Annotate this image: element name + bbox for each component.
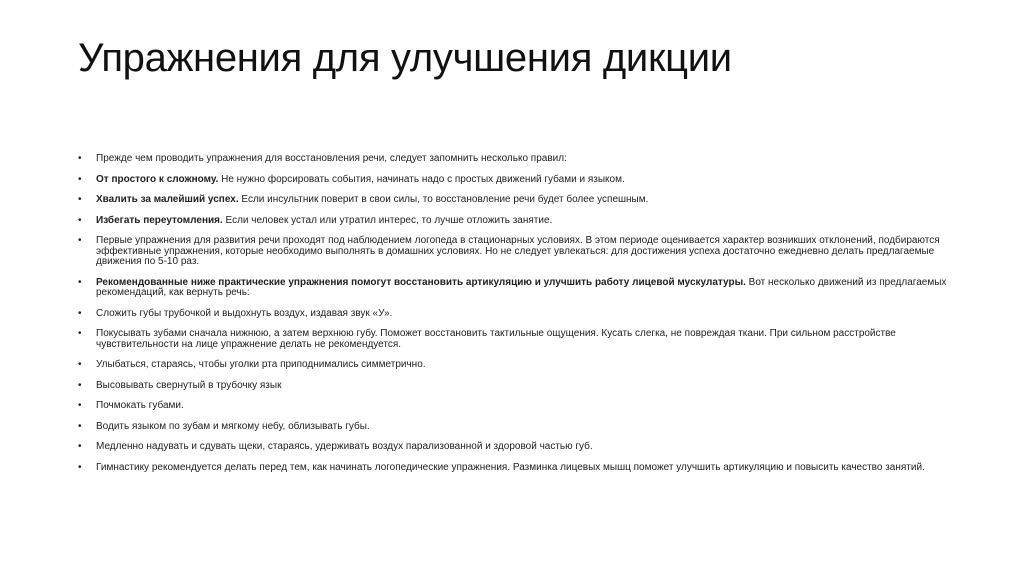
item-text: Высовывать свернутый в трубочку язык bbox=[96, 379, 282, 391]
bullet-icon: • bbox=[78, 400, 82, 411]
item-bold-text: Рекомендованные ниже практические упражнения помогут восстановить артикуляцию и улучшить работу лицевой мускулатуры. bbox=[96, 276, 746, 288]
slide-title: Упражнения для улучшения дикции bbox=[78, 36, 732, 80]
list-item bbox=[78, 401, 948, 412]
bullet-icon: • bbox=[78, 359, 82, 370]
item-text: Первые упражнения для развития речи проходят под наблюдением логопеда в стационарных условиях. В этом периоде оценивается характер возникших отклонений, подбираются эффективные упражнения, которые необходимо выполнять в домашних условиях. Но не следует увлекаться: для достижения успеха достаточно ежедневно делать предлагаемые движения по 5-10 раз. bbox=[96, 235, 940, 267]
list-item bbox=[78, 329, 948, 350]
bullet-icon: • bbox=[78, 307, 82, 319]
list-item bbox=[78, 195, 948, 206]
bullet-icon: • bbox=[78, 420, 82, 432]
bullet-icon: • bbox=[78, 276, 82, 288]
item-text: Гимнастику рекомендуется делать перед тем, как начинать логопедические упражнения. Разминка лицевых мышц поможет улучшить артикуляцию и повысить качество занятий. bbox=[96, 461, 925, 473]
item-text: Улыбаться, стараясь, чтобы уголки рта приподнимались симметрично. bbox=[96, 359, 426, 370]
item-text: Вот несколько движений из предлагаемых рекомендаций, как вернуть речь: bbox=[96, 276, 947, 298]
list-item bbox=[78, 236, 948, 268]
list-item bbox=[78, 309, 948, 320]
list-item bbox=[78, 175, 948, 186]
bullet-list bbox=[78, 154, 948, 473]
list-item bbox=[78, 442, 948, 453]
item-text: Водить языком по зубам и мягкому небу, облизывать губы. bbox=[96, 420, 370, 432]
list-item bbox=[78, 360, 948, 371]
item-text: Почмокать губами. bbox=[96, 400, 184, 411]
bullet-icon: • bbox=[78, 328, 82, 339]
list-item bbox=[78, 278, 948, 299]
bullet-icon: • bbox=[78, 461, 82, 473]
item-text: Медленно надувать и сдувать щеки, стараясь, удерживать воздух парализованной и здоровой частью губ. bbox=[96, 441, 593, 452]
bullet-icon: • bbox=[78, 194, 82, 205]
item-text: Не нужно форсировать события, начинать надо с простых движений губами и языком. bbox=[218, 173, 625, 185]
list-item bbox=[78, 381, 948, 392]
bullet-icon: • bbox=[78, 173, 82, 185]
bullet-icon: • bbox=[78, 235, 82, 246]
item-bold-text: Хвалить за малейший успех. bbox=[96, 194, 239, 205]
item-text: Если человек устал или утратил интерес, то лучше отложить занятие. bbox=[222, 214, 553, 226]
list-item bbox=[78, 154, 948, 165]
item-text: Покусывать зубами сначала нижнюю, а затем верхнюю губу. Поможет восстановить тактильные ощущения. Кусать слегка, не повреждая ткани. При сильном расстройстве чувствительности на лице упражнение делать не рекомендуется. bbox=[96, 328, 896, 350]
item-text: Прежде чем проводить упражнения для восстановления речи, следует запомнить несколько правил: bbox=[96, 153, 567, 164]
bullet-icon: • bbox=[78, 379, 82, 391]
item-bold-text: Избегать переутомления. bbox=[96, 214, 223, 226]
item-text: Если инсультник поверит в свои силы, то восстановление речи будет более успешным. bbox=[238, 194, 649, 205]
list-item bbox=[78, 422, 948, 433]
bullet-icon: • bbox=[78, 153, 82, 164]
bullet-icon: • bbox=[78, 214, 82, 226]
list-item bbox=[78, 216, 948, 227]
list-item bbox=[78, 463, 948, 474]
bullet-icon: • bbox=[78, 441, 82, 452]
item-text: Сложить губы трубочкой и выдохнуть воздух, издавая звук «У». bbox=[96, 307, 393, 319]
item-bold-text: От простого к сложному. bbox=[96, 173, 219, 185]
